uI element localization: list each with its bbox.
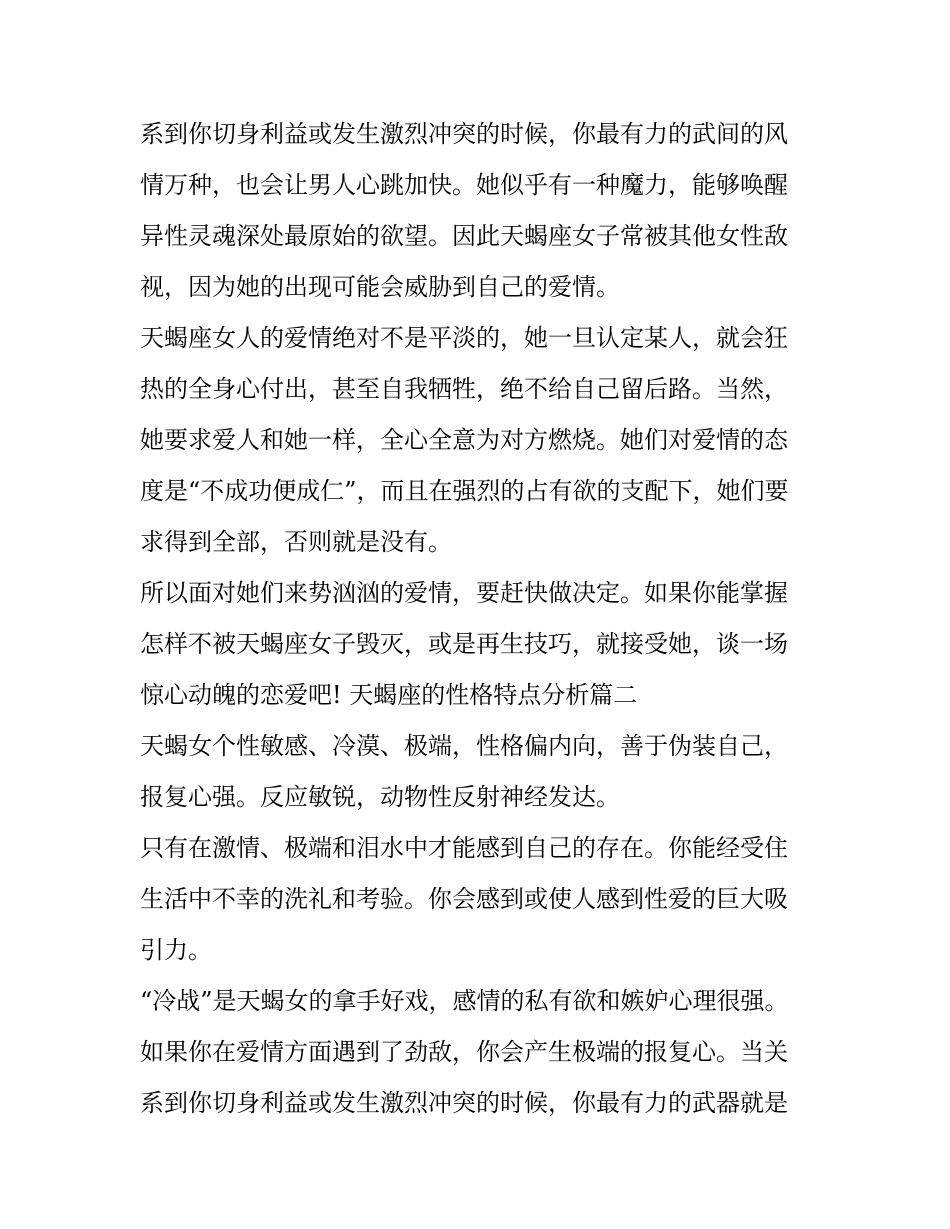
text-line: 天蝎座女人的爱情绝对不是平淡的，她一旦认定某人，就会狂 [140,324,788,352]
text-line: 情万种，也会让男人心跳加快。她似乎有一种魔力，能够唤醒 [140,171,788,199]
text-line: 只有在激情、极端和泪水中才能感到自己的存在。你能经受住 [140,834,788,862]
text-line: 怎样不被天蝎座女子毁灭，或是再生技巧，就接受她，谈一场 [140,630,788,658]
text-line: 天蝎女个性敏感、冷漠、极端，性格偏内向，善于伪装自己， [140,732,788,760]
text-line: 热的全身心付出，甚至自我牺牲，绝不给自己留后路。当然， [140,375,788,403]
text-line: 生活中不幸的洗礼和考验。你会感到或使人感到性爱的巨大吸 [140,885,788,913]
text-line: 引力。 [140,936,212,964]
text-line: 惊心动魄的恋爱吧! 天蝎座的性格特点分析篇二 [140,681,638,709]
text-line: 所以面对她们来势汹汹的爱情，要赶快做决定。如果你能掌握 [140,579,788,607]
text-line: 如果你在爱情方面遇到了劲敌，你会产生极端的报复心。当关 [140,1038,788,1066]
text-line: 她要求爱人和她一样，全心全意为对方燃烧。她们对爱情的态 [140,426,788,454]
text-line: “冷战”是天蝎女的拿手好戏，感情的私有欲和嫉妒心理很强。 [140,987,789,1015]
text-line: 求得到全部，否则就是没有。 [140,528,452,556]
text-line: 视，因为她的出现可能会威胁到自己的爱情。 [140,273,620,301]
text-line: 系到你切身利益或发生激烈冲突的时候，你最有力的武间的风 [140,120,788,148]
text-line: 报复心强。反应敏锐，动物性反射神经发达。 [140,783,620,811]
body-text [140,109,820,1129]
text-line: 度是“不成功便成仁”，而且在强烈的占有欲的支配下，她们要 [140,477,789,505]
text-line: 系到你切身利益或发生激烈冲突的时候，你最有力的武器就是 [140,1089,788,1117]
text-line: 异性灵魂深处最原始的欲望。因此天蝎座女子常被其他女性敌 [140,222,788,250]
